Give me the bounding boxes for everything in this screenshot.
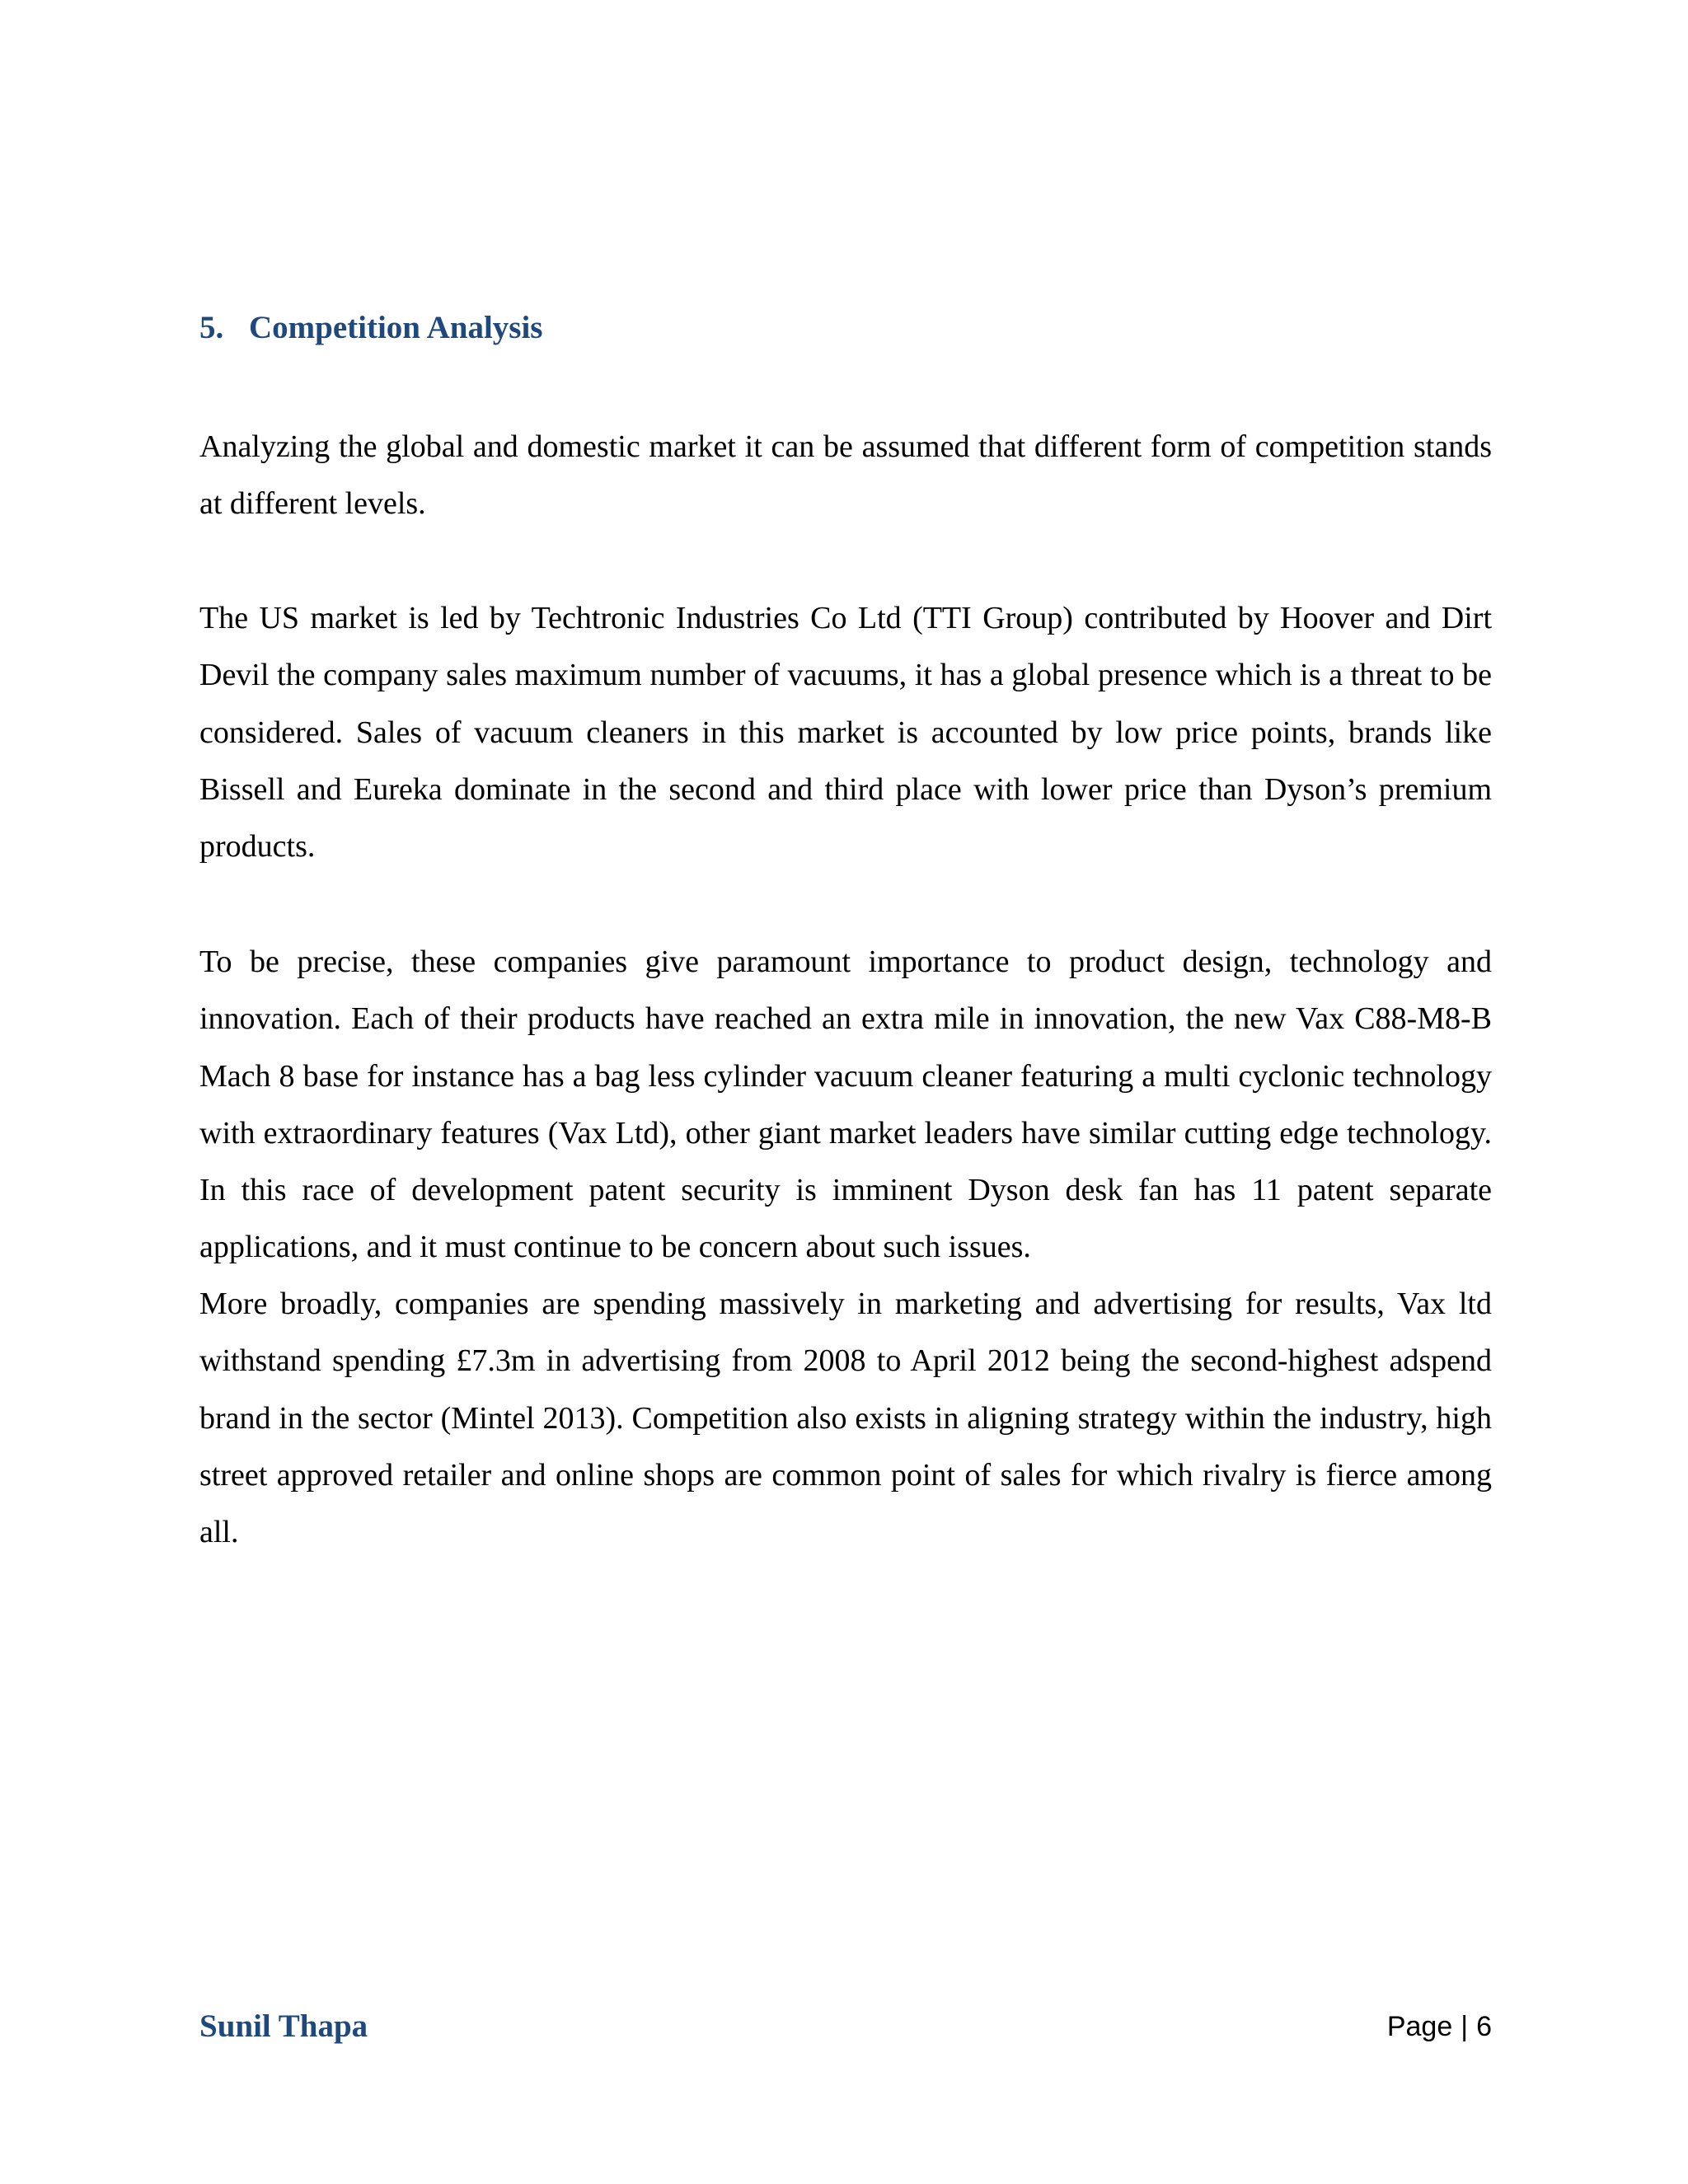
section-number: 5.	[199, 310, 224, 345]
paragraph-intro: Analyzing the global and domestic market it can be assumed that different form of competition stands at different levels.	[199, 429, 1492, 522]
section-heading	[199, 309, 542, 346]
page-label: Page	[1386, 2011, 1453, 2042]
footer-page-number	[1387, 2011, 1492, 2043]
footer-author: Sunil Thapa	[199, 2008, 368, 2044]
paragraph-innovation: To be precise, these companies give paramount importance to product design, technology and innovation. Each of their products have reached an extra mile in innovation, the new Vax C88-M8-B Mach 8 base for instance has a bag less cylinder vacuum cleaner featuring a multi cyclonic technology with extraordinary features (Vax Ltd), other giant market leaders have similar cutting edge technology. In this race of development patent security is imminent Dyson desk fan has 11 patent separate applications, and it must continue to be concern about such issues.	[199, 944, 1492, 1265]
page-separator: |	[1461, 2011, 1469, 2042]
page-number: 6	[1476, 2011, 1492, 2042]
section-title: Competition Analysis	[249, 310, 543, 345]
paragraph-marketing: More broadly, companies are spending massively in marketing and advertising for results, Vax ltd withstand spending £7.3m in advertising from 2008 to April 2012 being the second-highest adspend brand in the sector (Mintel 2013). Competition also exists in aligning strategy within the industry, high street approved retailer and online shops are common point of sales for which rivalry is fierce among all.	[199, 1286, 1492, 1550]
paragraph-us-market: The US market is led by Techtronic Industries Co Ltd (TTI Group) contributed by Hoover and Dirt Devil the company sales maximum number of vacuums, it has a global presence which is a threat to be considered. Sales of vacuum cleaners in this market is accounted by low price points, brands like Bissell and Eureka dominate in the second and third place with lower price than Dyson’s premium products.	[199, 601, 1492, 865]
